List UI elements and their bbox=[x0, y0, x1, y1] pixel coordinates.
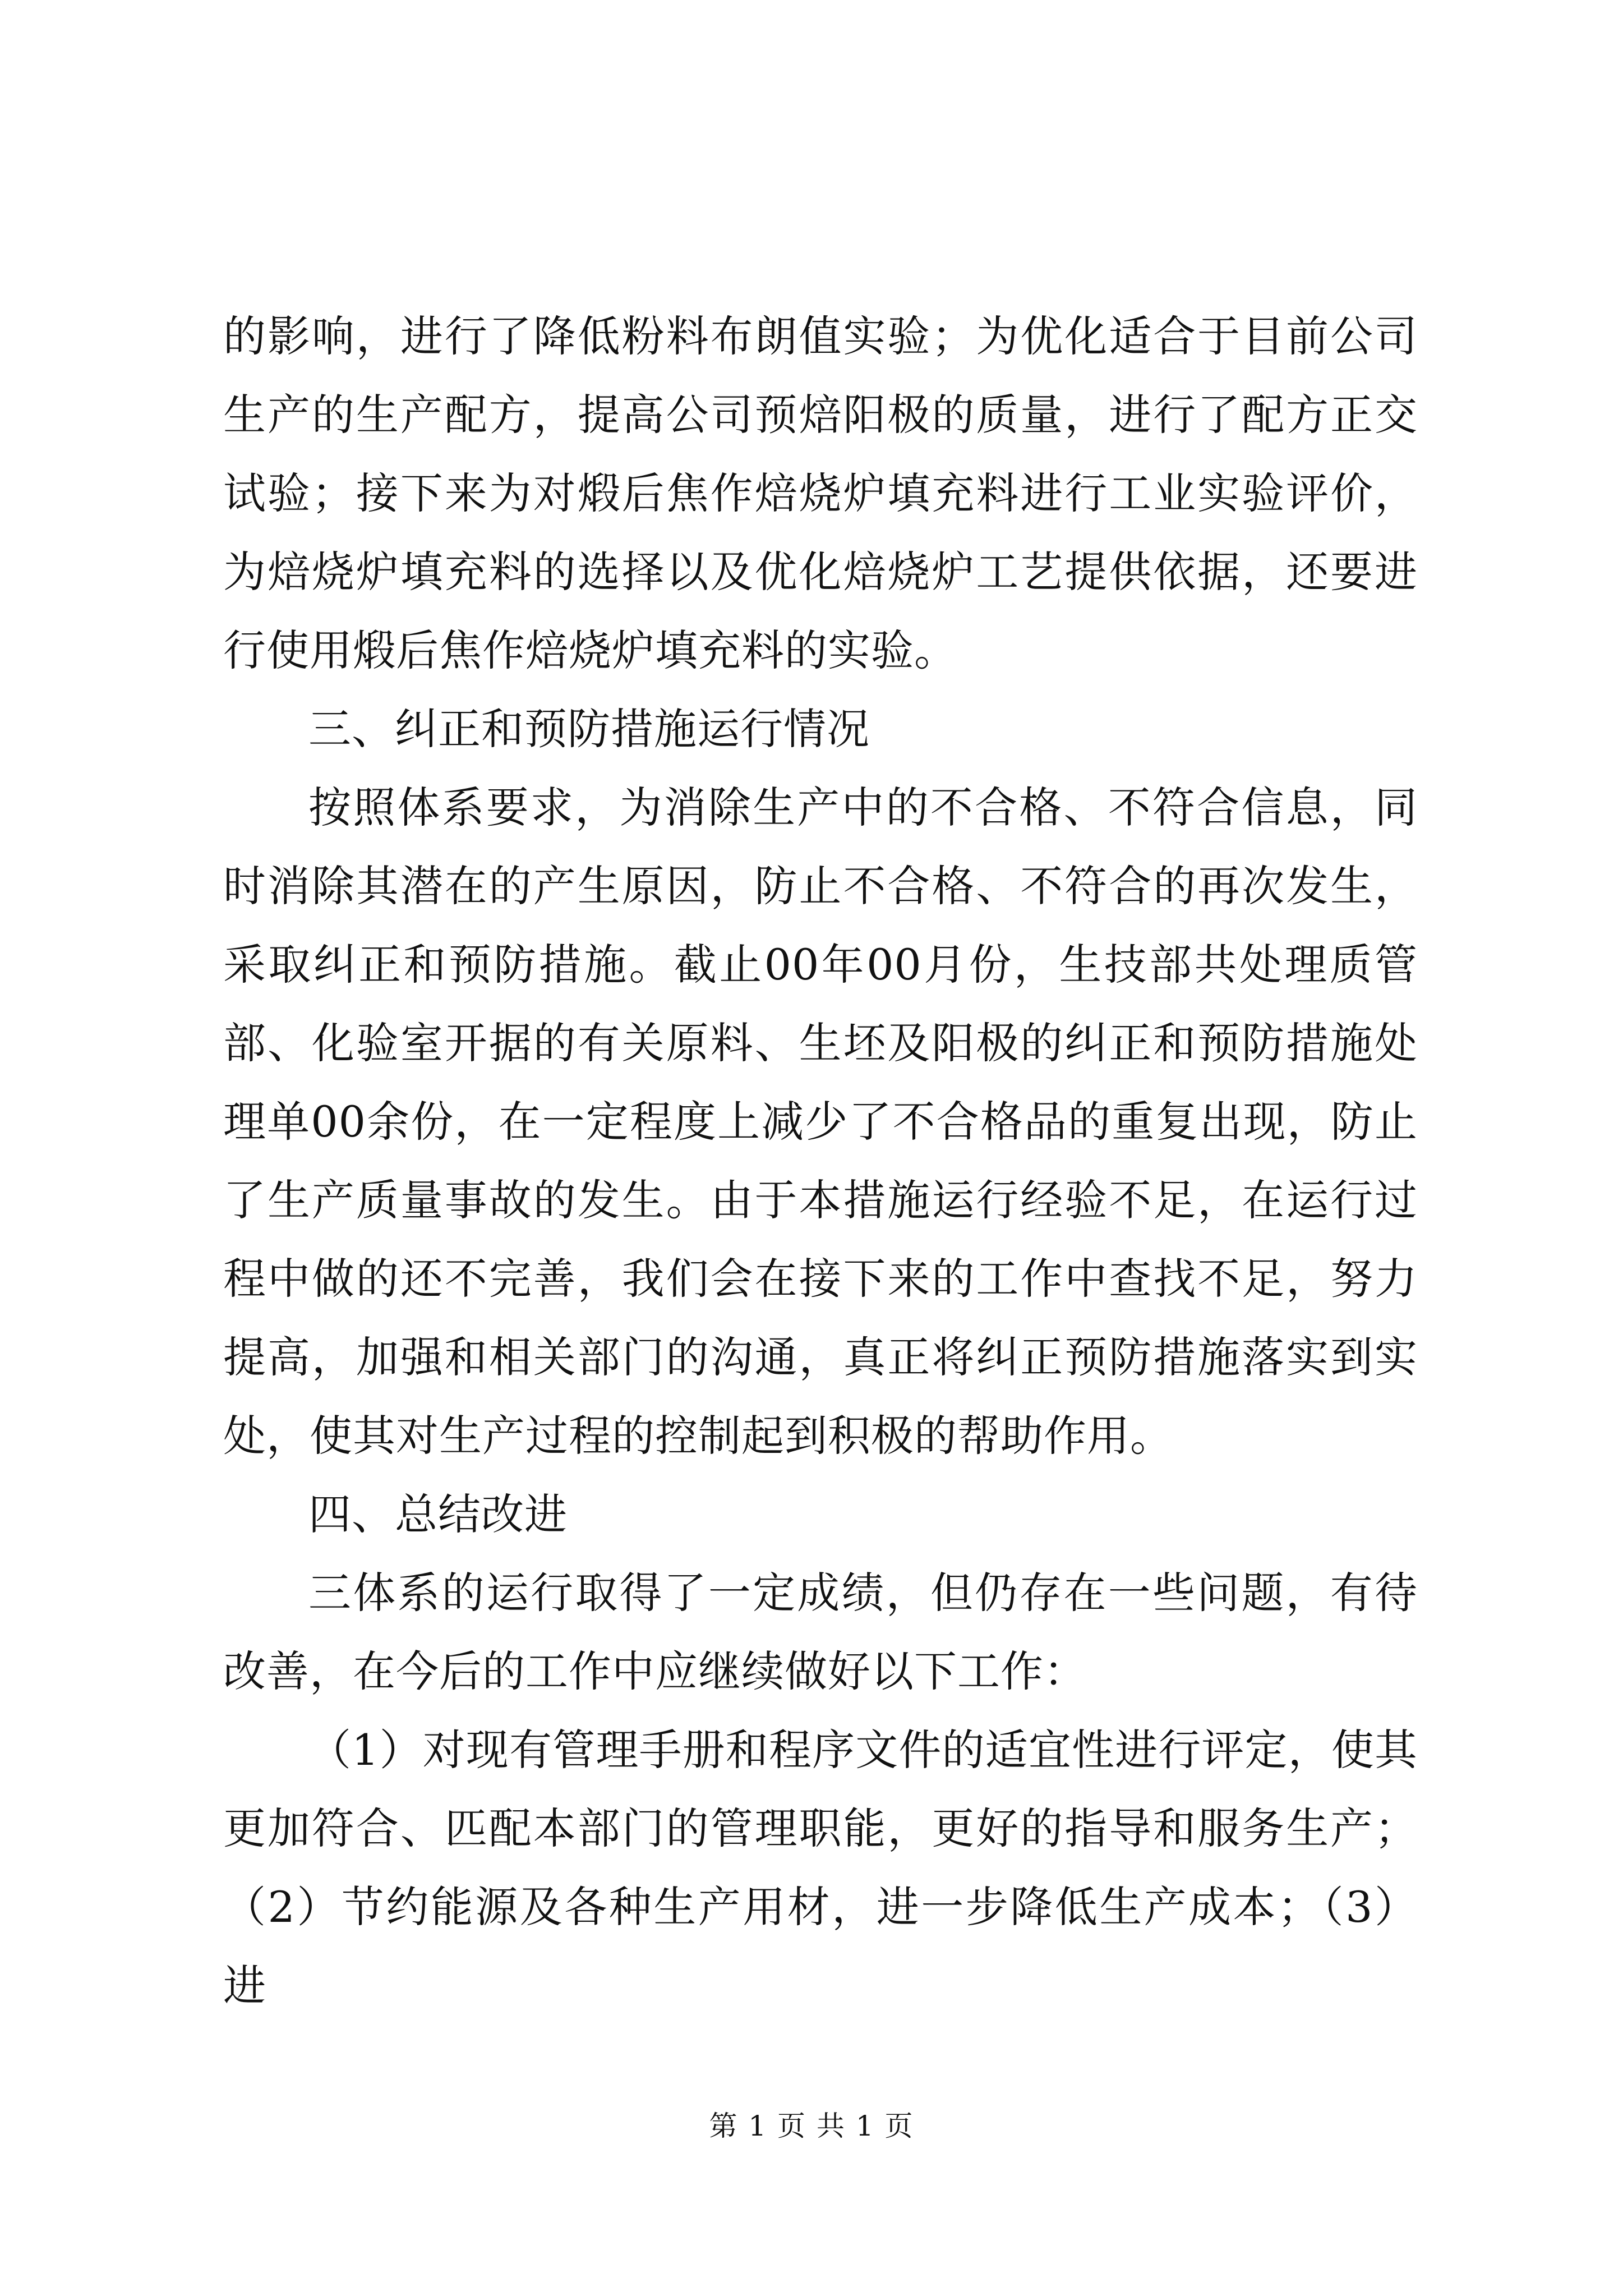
paragraph-corrective-actions: 按照体系要求，为消除生产中的不合格、不符合信息，同时消除其潜在的产生原因，防止不合格、不符合的再次发生，采取纠正和预防措施。截止00年00月份，生技部共处理质管部、化验室开据的有关原料、生坯及阳极的纠正和预防措施处理单00余份，在一定程度上减少了不合格品的重复出现，防止了生产质量事故的发生。由于本措施运行经验不足，在运行过程中做的还不完善，我们会在接下来的工作中查找不足，努力提高，加强和相关部门的沟通，真正将纠正预防措施落实到实处，使其对生产过程的控制起到积极的帮助作用。 bbox=[223, 783, 1418, 1461]
paragraph-summary: 三体系的运行取得了一定成绩，但仍存在一些问题，有待改善，在今后的工作中应继续做好以下工作： bbox=[223, 1568, 1418, 1696]
section-heading-4: 四、总结改进 bbox=[308, 1489, 568, 1539]
paragraph-continuation: 的影响，进行了降低粉料布朗值实验；为优化适合于目前公司生产的生产配方，提高公司预焙阳极的质量，进行了配方正交试验；接下来为对煅后焦作焙烧炉填充料进行工业实验评价，为焙烧炉填充料的选择以及优化焙烧炉工艺提供依据，还要进行使用煅后焦作焙烧炉填充料的实验。 bbox=[223, 311, 1418, 675]
section-heading-3: 三、纠正和预防措施运行情况 bbox=[308, 704, 870, 754]
paragraph-improvement-items: （1）对现有管理手册和程序文件的适宜性进行评定，使其更加符合、匹配本部门的管理职能，更好的指导和服务生产；（2）节约能源及各种生产用材，进一步降低生产成本；（3）进 bbox=[223, 1725, 1418, 2010]
page-footer: 第 1 页 共 1 页 bbox=[709, 2110, 914, 2142]
document-body bbox=[223, 297, 1418, 2025]
